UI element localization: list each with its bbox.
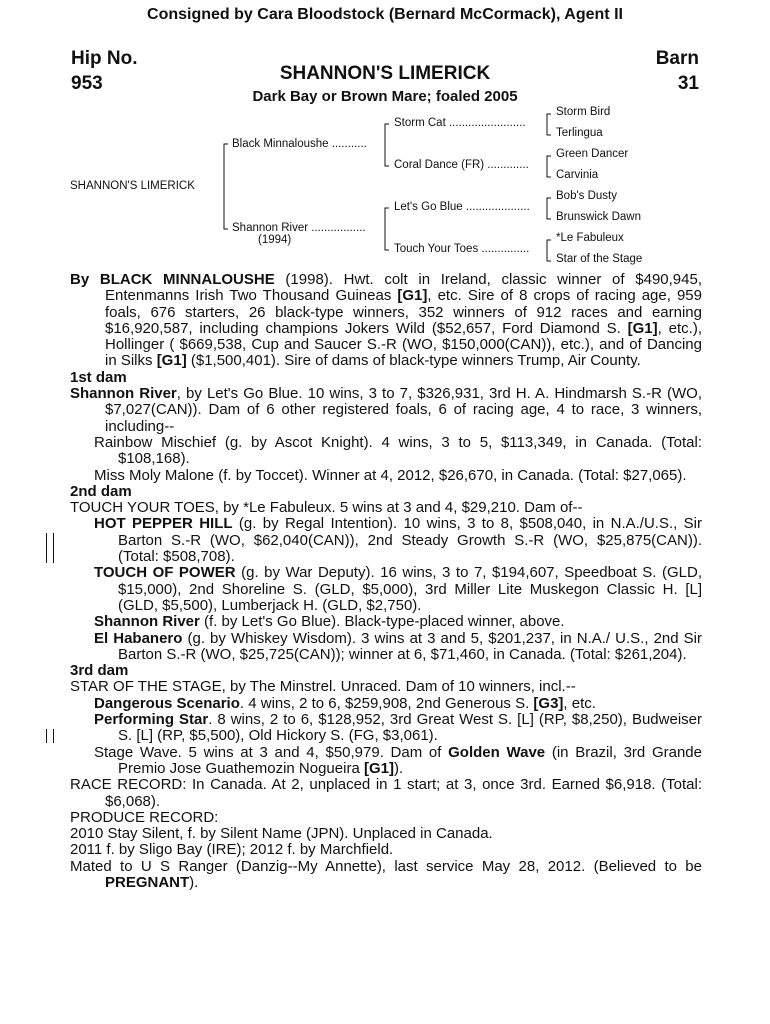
produce-name: HOT PEPPER HILL — [94, 515, 233, 533]
sire-text-2: , etc. Sire of 8 crops of racing age, 959 foals, 676 starters, 26 black-type winners, 352 winners of 912 races and earning $16,920,587, including champions Jokers Wild ($52,657, Ford Diamond S. — [105, 287, 702, 337]
consignor-line: Consigned by Cara Bloodstock (Bernard McCormack), Agent II — [147, 6, 623, 23]
produce-name: Dangerous Scenario — [94, 694, 240, 712]
barn-label: Barn — [655, 48, 699, 69]
produce-entry — [70, 712, 702, 745]
mating-text: Mated to U S Ranger (Danzig--My Annette), last service May 28, 2012. (Believed to be — [70, 857, 702, 875]
pedigree-gen3-1: Storm Bird — [556, 106, 611, 118]
produce-name: Performing Star — [94, 711, 209, 729]
pedigree-gen3-6: Brunswick Dawn — [556, 211, 641, 223]
mating-text: ). — [189, 873, 199, 891]
grade-badge: [G1] — [363, 759, 394, 777]
grade-badge: [G1] — [156, 352, 187, 370]
produce-entry — [70, 516, 702, 565]
mating-record — [70, 859, 702, 892]
produce-name: El Habanero — [94, 629, 183, 647]
produce-entry — [70, 565, 702, 614]
pedigree-gen3-5: Bob's Dusty — [556, 190, 617, 202]
catalog-body — [70, 272, 702, 891]
produce-text: (f. by Let's Go Blue). Black-type-placed winner, above. — [199, 613, 565, 631]
produce-text: ). — [393, 759, 404, 777]
produce-record-heading: PRODUCE RECORD: — [70, 808, 219, 826]
second-dam-intro: TOUCH YOUR TOES, by *Le Fabuleux. 5 wins at 3 and 4, $29,210. Dam of-- — [70, 499, 583, 517]
sire-text-3: , etc.), Hollinger ( $669,538, Cup and Saucer S.-R (WO, $150,000(CAN)), etc.), and of Dancing in Silks — [105, 319, 702, 370]
produce-entry: Miss Moly Malone (f. by Toccet). Winner at 4, 2012, $26,670, in Canada. (Total: $27,065). — [94, 466, 687, 484]
produce-text: . 4 wins, 2 to 6, $259,908, 2nd Generous S. — [239, 694, 534, 712]
produce-record-line: 2010 Stay Silent, f. by Silent Name (JPN). Unplaced in Canada. — [70, 825, 493, 843]
pedigree-dam: Shannon River ................. — [232, 222, 366, 234]
hip-number: 953 — [71, 73, 103, 94]
pedigree-dam-year: (1994) — [258, 234, 292, 246]
horse-description: Dark Bay or Brown Mare; foaled 2005 — [252, 88, 518, 105]
third-dam-intro: STAR OF THE STAGE, by The Minstrel. Unraced. Dam of 10 winners, incl.-- — [70, 678, 576, 696]
produce-text: , etc. — [563, 694, 596, 712]
grade-badge: [G1] — [397, 287, 428, 305]
race-record: RACE RECORD: In Canada. At 2, unplaced in 1 start; at 3, once 3rd. Earned $6,918. (Total: $6,068). — [70, 776, 702, 810]
pedigree-dam-sire: Let's Go Blue .................... — [394, 201, 530, 213]
produce-text: Stage Wave. 5 wins at 3 and 4, $50,979. Dam of — [94, 743, 449, 761]
pedigree-sire: Black Minnaloushe ........... — [232, 138, 367, 150]
sire-name: By BLACK MINNALOUSHE — [70, 271, 275, 288]
pedigree-sire-sire: Storm Cat ........................ — [394, 117, 526, 129]
produce-text: (g. by Whiskey Wisdom). 3 wins at 3 and 5, $201,237, in N.A./ U.S., 2nd Sir Barton S.-R (WO, $25,725(CAN)); winner at 6, $71,460, in Canada. (Total: $261,204). — [118, 629, 702, 663]
first-dam-heading: 1st dam — [70, 368, 127, 386]
grade-badge: [G1] — [627, 319, 658, 337]
produce-entry — [70, 745, 702, 778]
produce-name: Golden Wave — [448, 743, 546, 761]
second-dam-heading: 2nd dam — [70, 482, 132, 500]
produce-text: (g. by War Deputy). 16 wins, 3 to 7, $194,607, Speedboat S. (GLD, $15,000), 2nd Shoreline S. (GLD, $5,000), 3rd Miller Lite Muskegon Classic H. [L] (GLD, $5,500), Lumberjack H. (GLD, $2,750). — [118, 564, 702, 614]
produce-bar-marker — [46, 533, 54, 563]
sire-text-1: (1998). Hwt. colt in Ireland, classic winner of $490,945, Entenmanns Irish Two Thousand Guineas — [105, 271, 702, 305]
pedigree-sire-dam: Coral Dance (FR) ............. — [394, 159, 529, 171]
sire-paragraph — [70, 272, 702, 370]
pedigree-dam-dam: Touch Your Toes ............... — [394, 243, 530, 255]
produce-bar-marker — [46, 729, 54, 743]
pedigree-gen3-3: Green Dancer — [556, 148, 629, 160]
third-dam-heading: 3rd dam — [70, 662, 129, 680]
produce-text: . 8 wins, 2 to 6, $128,952, 3rd Great West S. [L] (RP, $8,250), Budweiser S. [L] (RP, $5,500), Old Hickory S. (FG, $3,061). — [118, 711, 702, 745]
pedigree-gen3-2: Terlingua — [556, 127, 603, 139]
produce-entry: Rainbow Mischief (g. by Ascot Knight). 4 wins, 3 to 5, $113,349, in Canada. (Total: $108,168). — [94, 433, 702, 468]
produce-record-line: 2011 f. by Sligo Bay (IRE); 2012 f. by Marchfield. — [70, 841, 394, 859]
pedigree-gen3-8: Star of the Stage — [556, 253, 643, 265]
grade-badge: [G3] — [533, 694, 564, 712]
pedigree-gen3-4: Carvinia — [556, 169, 599, 181]
first-dam-name: Shannon River — [70, 385, 177, 403]
pedigree-subject: SHANNON'S LIMERICK — [70, 180, 195, 192]
produce-name: Shannon River — [94, 613, 200, 631]
produce-entry — [70, 614, 702, 630]
barn-number: 31 — [677, 73, 699, 94]
sire-text-4: ($1,500,401). Sire of dams of black-type winners Trump, Air County. — [186, 352, 641, 370]
pregnant-status: PREGNANT — [105, 873, 190, 891]
produce-text: (g. by Regal Intention). 10 wins, 3 to 8, $508,040, in N.A./U.S., Sir Barton S.-R (WO, $62,040(CAN)), 2nd Steady Growth S.-R (WO, $25,875(CAN)). (Total: $508,708). — [118, 515, 702, 566]
produce-entry — [70, 631, 702, 664]
produce-text: (in Brazil, 3rd Grande Premio Jose Guathemozin Nogueira — [118, 743, 702, 777]
produce-entry — [70, 696, 702, 712]
first-dam-paragraph — [70, 386, 702, 435]
pedigree-gen3-7: *Le Fabuleux — [556, 232, 624, 244]
produce-name: TOUCH OF POWER — [94, 564, 236, 582]
pedigree-bracket-lines — [0, 0, 770, 272]
horse-name: SHANNON'S LIMERICK — [279, 63, 491, 84]
hip-label: Hip No. — [71, 48, 138, 69]
first-dam-text: , by Let's Go Blue. 10 wins, 3 to 7, $326,931, 3rd H. A. Hindmarsh S.-R (WO, $7,027(CAN)). Dam of 6 other registered foals, 6 of racing age, 4 to race, 3 winners, including-- — [105, 385, 702, 435]
